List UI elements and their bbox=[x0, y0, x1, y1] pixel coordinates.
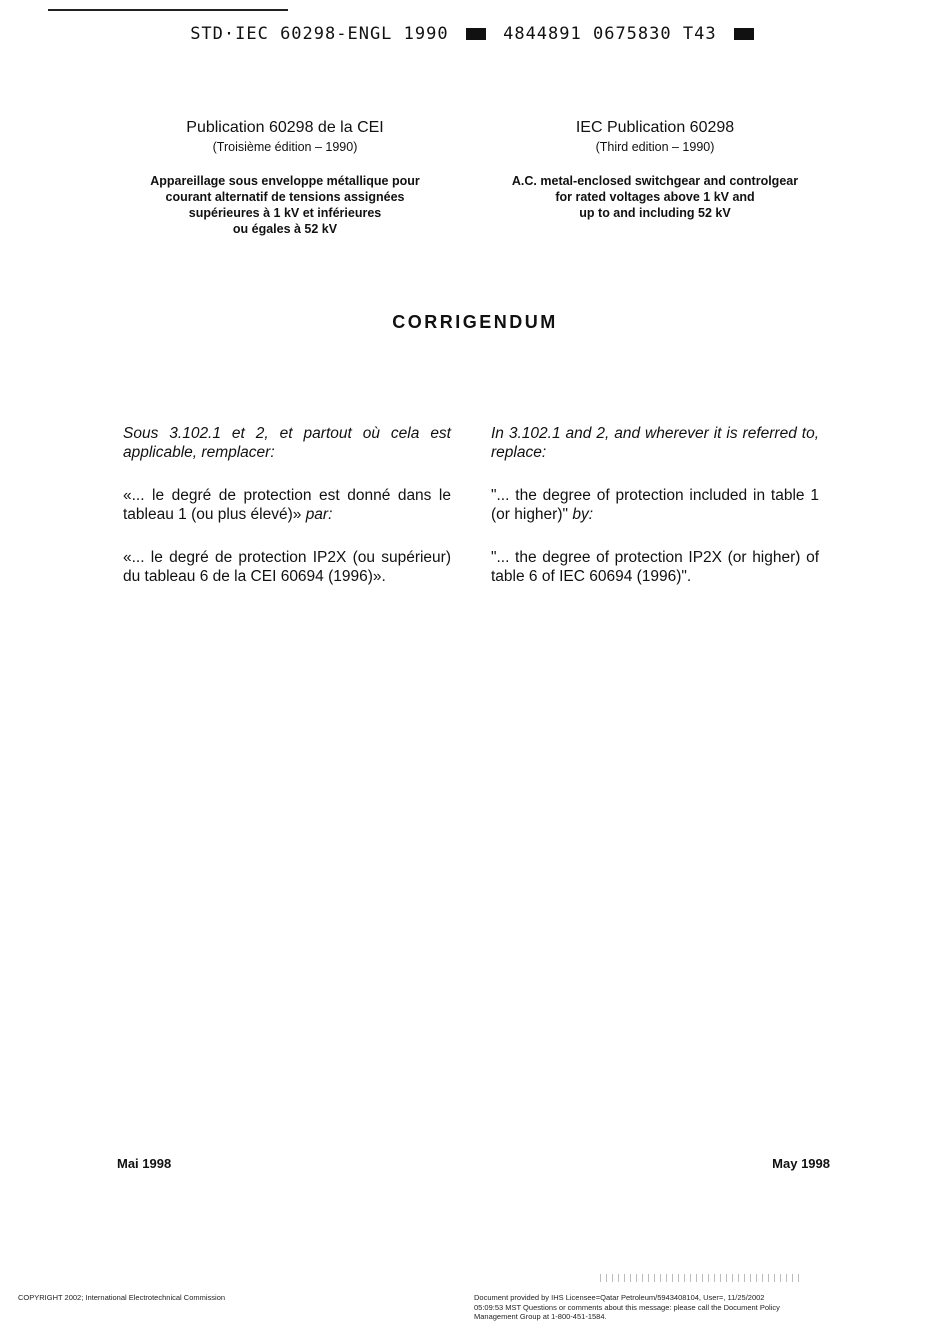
french-subject-line: ou égales à 52 kV bbox=[232, 222, 338, 236]
english-subject-line: up to and including 52 kV bbox=[579, 206, 731, 220]
document-code-right: 4844891 0675830 T43 bbox=[503, 24, 717, 44]
french-body bbox=[123, 424, 451, 610]
english-new-text: "... the degree of protection IP2X (or higher) of table 6 of IEC 60694 (1996)". bbox=[491, 549, 819, 585]
english-subject bbox=[480, 173, 830, 221]
english-body bbox=[491, 424, 819, 610]
english-title-block bbox=[480, 118, 830, 221]
french-title-block bbox=[110, 118, 460, 237]
english-publication: IEC Publication 60298 bbox=[575, 119, 735, 136]
french-subject bbox=[110, 173, 460, 237]
black-block-mark bbox=[466, 28, 486, 40]
black-block-mark bbox=[734, 28, 754, 40]
scan-top-rule bbox=[48, 9, 288, 11]
english-old-text bbox=[491, 486, 819, 524]
french-subject-line: courant alternatif de tensions assignées bbox=[165, 190, 405, 204]
french-subject-line: supérieures à 1 kV et inférieures bbox=[188, 206, 382, 220]
scan-barcode-mark bbox=[600, 1274, 800, 1282]
document-code-left: STD·IEC 60298-ENGL 1990 bbox=[190, 24, 449, 44]
footer-copyright: COPYRIGHT 2002; International Electrotechnical Commission bbox=[18, 1293, 226, 1302]
english-by-word: by: bbox=[572, 506, 594, 523]
french-new-text: «... le degré de protection IP2X (ou supérieur) du tableau 6 de la CEI 60694 (1996)». bbox=[123, 549, 451, 585]
french-instruction: Sous 3.102.1 et 2, et partout où cela est applicable, remplacer: bbox=[123, 425, 451, 461]
english-edition: (Third edition – 1990) bbox=[595, 140, 715, 154]
french-edition: (Troisième édition – 1990) bbox=[212, 140, 358, 154]
french-date: Mai 1998 bbox=[117, 1156, 172, 1171]
english-subject-line: for rated voltages above 1 kV and bbox=[555, 190, 755, 204]
document-code-header bbox=[0, 24, 950, 44]
page-title: CORRIGENDUM bbox=[392, 312, 558, 332]
french-by-word: par: bbox=[305, 506, 333, 523]
english-date: May 1998 bbox=[772, 1156, 830, 1171]
footer-notice: Document provided by IHS Licensee=Qatar Petroleum/5943408104, User=, 11/25/2002 05:09:53 MST Questions or comments about this message: please call the Document Policy Management Group at 1-800-451-1584. bbox=[474, 1293, 780, 1321]
english-subject-line: A.C. metal-enclosed switchgear and controlgear bbox=[511, 174, 799, 188]
french-old-quote: «... le degré de protection est donné dans le tableau 1 (ou plus élevé)» bbox=[123, 487, 451, 523]
english-old-quote: "... the degree of protection included in table 1 (or higher)" bbox=[491, 487, 819, 523]
english-instruction: In 3.102.1 and 2, and wherever it is referred to, replace: bbox=[491, 425, 819, 461]
french-subject-line: Appareillage sous enveloppe métallique pour bbox=[150, 174, 420, 188]
french-old-text bbox=[123, 486, 451, 524]
french-publication: Publication 60298 de la CEI bbox=[186, 119, 384, 136]
